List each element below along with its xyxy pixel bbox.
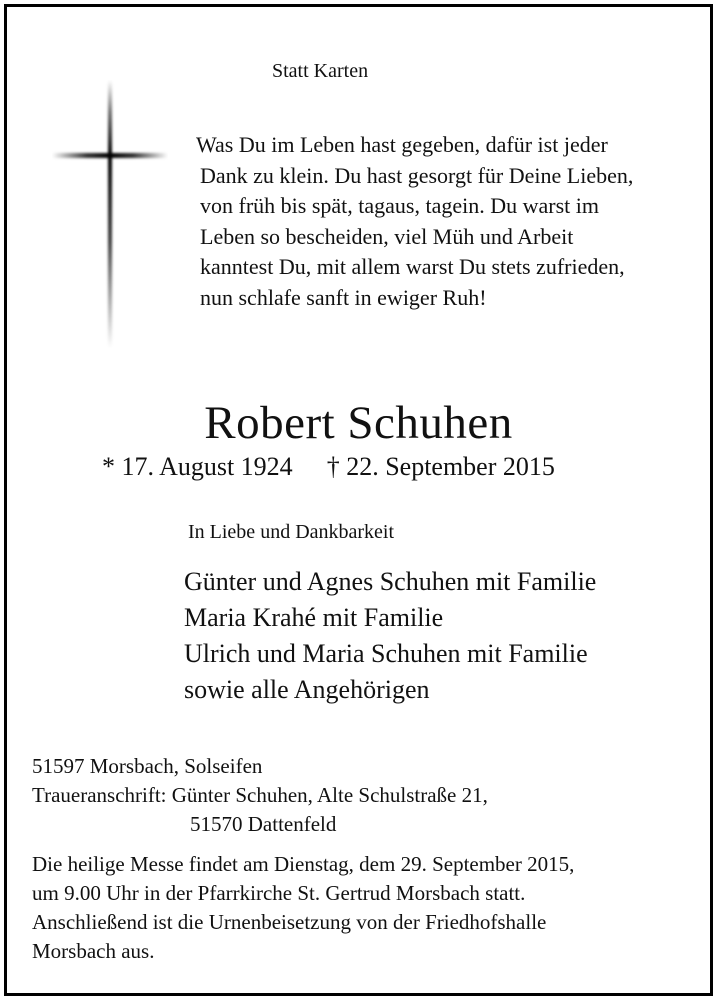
mourner-line: Günter und Agnes Schuhen mit Familie xyxy=(184,567,597,596)
mourning-city: 51570 Dattenfeld xyxy=(190,812,337,836)
poem-block xyxy=(190,130,633,314)
death-date: † 22. September 2015 xyxy=(326,452,555,481)
mourners-list xyxy=(184,564,596,708)
poem-line: kanntest Du, mit allem warst Du stets zufrieden, xyxy=(200,254,625,280)
cross-icon xyxy=(52,80,168,348)
address-block xyxy=(32,752,488,839)
mourner-line: Ulrich und Maria Schuhen mit Familie xyxy=(184,639,588,668)
header-statt-karten: Statt Karten xyxy=(272,60,369,82)
poem-line: nun schlafe sanft in ewiger Ruh! xyxy=(200,284,487,310)
service-notice xyxy=(32,850,574,966)
mourner-line: sowie alle Angehörigen xyxy=(184,675,430,704)
poem-line: Dank zu klein. Du hast gesorgt für Deine Lieben, xyxy=(200,162,634,188)
notice-line: Morsbach aus. xyxy=(32,939,155,963)
notice-line: um 9.00 Uhr in der Pfarrkirche St. Gertrud Morsbach statt. xyxy=(32,881,526,905)
notice-line: Anschließend ist die Urnenbeisetzung von der Friedhofshalle xyxy=(32,910,547,934)
tribute-line: In Liebe und Dankbarkeit xyxy=(188,521,395,543)
notice-line: Die heilige Messe findet am Dienstag, dem 29. September 2015, xyxy=(32,852,575,876)
mourner-line: Maria Krahé mit Familie xyxy=(184,603,444,632)
deceased-name: Robert Schuhen xyxy=(204,397,513,449)
poem-line: Was Du im Leben hast gegeben, dafür ist jeder xyxy=(196,132,608,157)
mourning-address: Traueranschrift: Günter Schuhen, Alte Schulstraße 21, xyxy=(32,783,488,807)
poem-line: Leben so bescheiden, viel Müh und Arbeit xyxy=(200,223,574,249)
birth-date: * 17. August 1924 xyxy=(102,452,293,481)
poem-line: von früh bis spät, tagaus, tagein. Du warst im xyxy=(200,193,599,219)
life-dates xyxy=(102,452,555,482)
location: 51597 Morsbach, Solseifen xyxy=(32,754,263,778)
